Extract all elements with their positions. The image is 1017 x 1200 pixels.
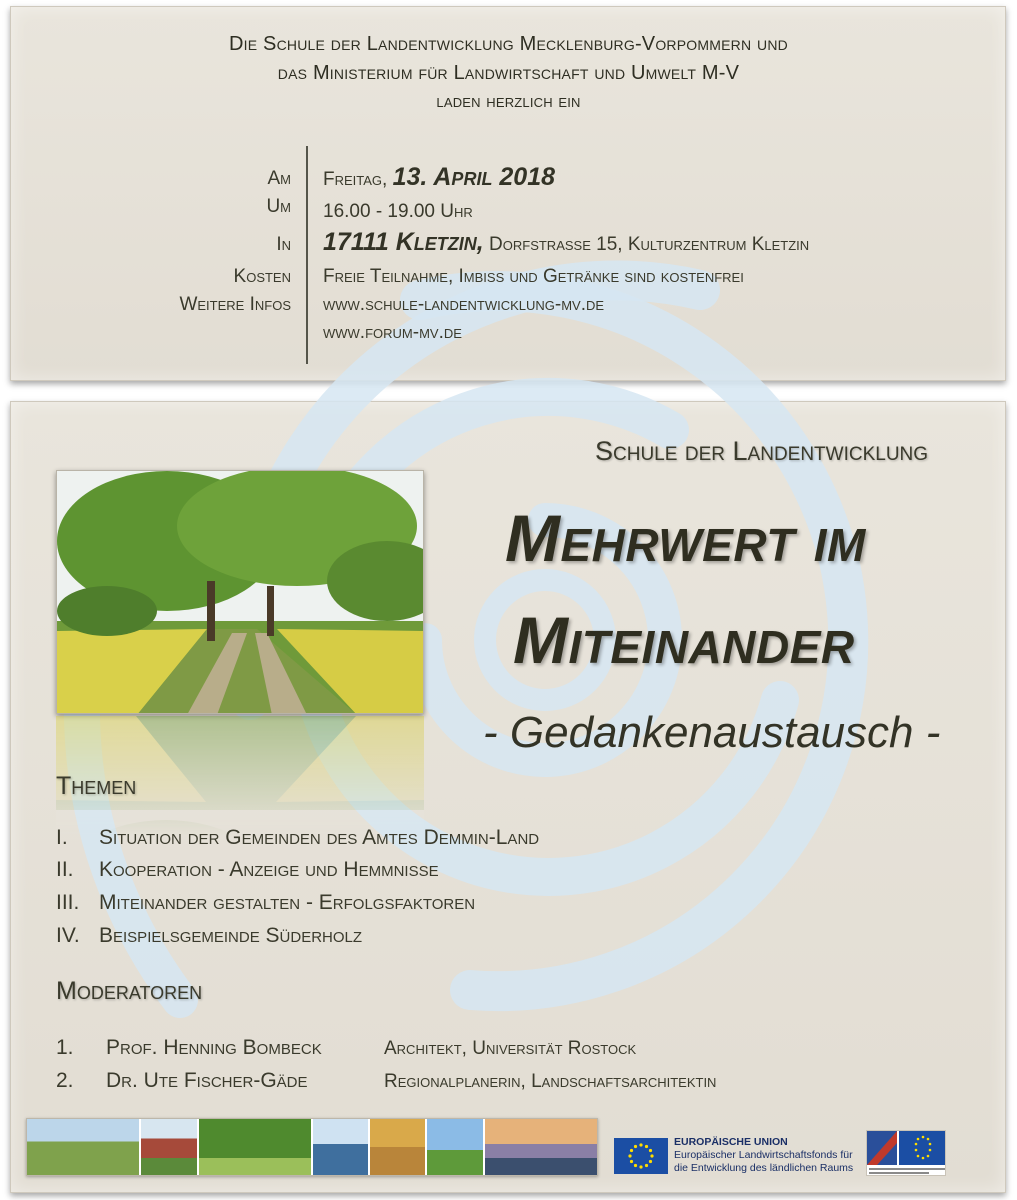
value-address: Dorfstraße 15, Kulturzentrum Kletzin [489, 234, 810, 255]
moderator-number: 2. [56, 1069, 74, 1092]
thumb-cyclists [27, 1119, 139, 1175]
topic-text: Kooperation - Anzeige und Hemmnisse [99, 858, 439, 881]
thumb-pier-sunset [485, 1119, 597, 1175]
thumb-farmhouse [141, 1119, 196, 1175]
value-day: Freitag, [323, 169, 388, 190]
details-divider [306, 146, 308, 364]
invite-line-2: das Ministerium für Landwirtschaft und Umwelt M-V [277, 62, 740, 84]
topic-text: Situation der Gemeinden des Amtes Demmin-Land [99, 826, 540, 849]
event-title-line-1: Mehrwert im [505, 501, 866, 575]
topic-number: II. [56, 858, 74, 881]
label-infos: Weitere Infos [179, 294, 291, 315]
topic-number: IV. [56, 924, 80, 947]
moderator-role: Architekt, Universität Rostock [384, 1038, 637, 1059]
topic-item [56, 891, 475, 915]
topic-number: III. [56, 891, 80, 914]
label-am: Am [267, 168, 291, 189]
moderator-role: Regionalplanerin, Landschaftsarchitektin [384, 1071, 717, 1092]
value-city: 17111 Kletzin, [323, 228, 484, 256]
thumb-harbor [313, 1119, 368, 1175]
event-subtitle: - Gedankenaustausch - [483, 708, 941, 757]
thumb-people [370, 1119, 425, 1175]
value-kosten: Freie Teilnahme, Imbiss und Getränke sind kostenfrei [323, 266, 744, 287]
event-title-line-2: Miteinander [513, 603, 855, 677]
moderator-name: Dr. Ute Fischer-Gäde [106, 1069, 308, 1092]
label-in: In [276, 234, 291, 255]
eu-fund-text [674, 1136, 853, 1175]
topic-item [56, 826, 539, 850]
moderator-name: Prof. Henning Bombeck [106, 1036, 322, 1059]
label-kosten: Kosten [233, 266, 291, 287]
value-location [323, 228, 809, 257]
topic-text: Beispielsgemeinde Süderholz [99, 924, 363, 947]
topic-item [56, 924, 362, 948]
eu-line-1: EUROPÄISCHE UNION [674, 1136, 788, 1148]
link-forum[interactable]: www.forum-mv.de [323, 322, 462, 343]
invite-line-1: Die Schule der Landentwicklung Mecklenburg-Vorpommern und [229, 33, 788, 55]
photo-strip [26, 1118, 598, 1176]
topic-text: Miteinander gestalten - Erfolgsfaktoren [99, 891, 476, 914]
thumb-lighthouse [427, 1119, 482, 1175]
eu-line-2: Europäischer Landwirtschaftsfonds für [674, 1149, 853, 1161]
value-date [323, 163, 555, 192]
invite-line-3: laden herzlich ein [436, 91, 581, 112]
moderator-number: 1. [56, 1036, 74, 1059]
organizer-name: Schule der Landentwicklung [595, 436, 929, 466]
mv-fund-logo [866, 1130, 946, 1176]
value-time: 16.00 - 19.00 Uhr [323, 201, 473, 222]
label-um: Um [266, 196, 291, 217]
eu-flag-icon [614, 1138, 668, 1174]
link-schule[interactable]: www.schule-landentwicklung-mv.de [323, 294, 605, 315]
moderatoren-heading: Moderatoren [56, 977, 203, 1005]
landscape-photo [56, 470, 424, 714]
thumb-trees [199, 1119, 311, 1175]
eu-line-3: die Entwicklung des ländlichen Raums [674, 1162, 854, 1174]
themen-heading: Themen [56, 772, 137, 800]
topic-item [56, 858, 439, 882]
value-date-strong: 13. April 2018 [392, 163, 555, 191]
topic-number: I. [56, 826, 68, 849]
